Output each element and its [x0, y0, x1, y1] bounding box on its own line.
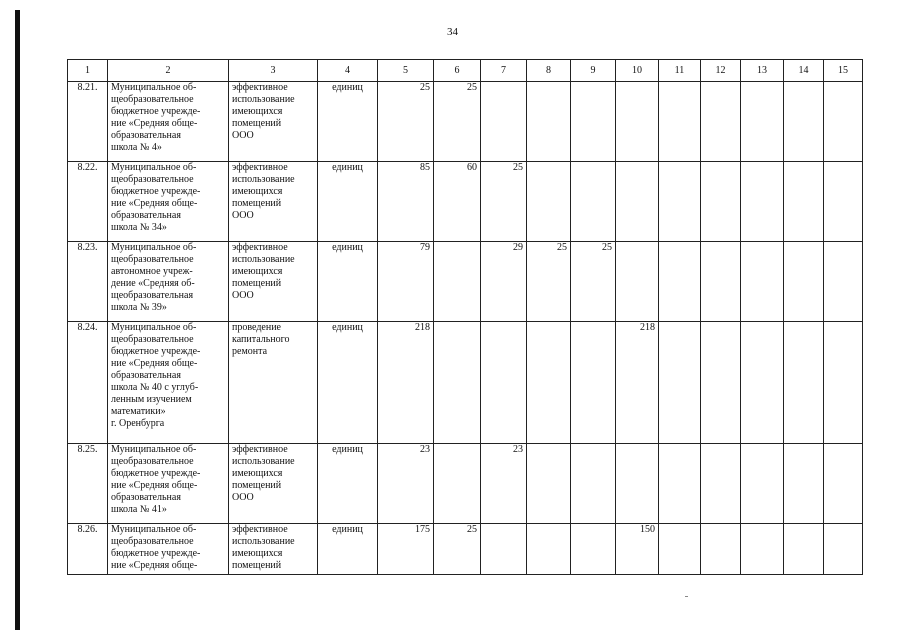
table-row	[68, 322, 863, 444]
data-table	[67, 59, 863, 575]
scan-mark	[685, 596, 688, 597]
unit-cell: единиц	[318, 162, 378, 242]
value-cell: 25	[434, 82, 481, 162]
value-cell	[659, 444, 701, 524]
value-cell	[741, 242, 784, 322]
value-cell	[659, 524, 701, 575]
organization-cell: Муниципальное об- щеобразовательное бюджетное учрежде- ние «Средняя обще-	[108, 524, 229, 575]
purpose-cell: эффективное использование имеющихся помещений ООО	[229, 162, 318, 242]
value-cell: 25	[527, 242, 571, 322]
unit-cell: единиц	[318, 82, 378, 162]
value-cell: 25	[481, 162, 527, 242]
column-header: 8	[527, 60, 571, 82]
value-cell	[434, 242, 481, 322]
value-cell: 25	[434, 524, 481, 575]
value-cell	[741, 322, 784, 444]
row-number: 8.23.	[68, 242, 108, 322]
value-cell	[701, 322, 741, 444]
purpose-cell: эффективное использование имеющихся помещений ООО	[229, 242, 318, 322]
organization-cell: Муниципальное об- щеобразовательное бюджетное учрежде- ние «Средняя обще- образовательная школа № 41»	[108, 444, 229, 524]
table-row	[68, 242, 863, 322]
purpose-cell: эффективное использование имеющихся помещений	[229, 524, 318, 575]
column-header: 15	[824, 60, 863, 82]
value-cell: 218	[378, 322, 434, 444]
value-cell	[527, 524, 571, 575]
value-cell	[784, 242, 824, 322]
value-cell	[741, 524, 784, 575]
column-header: 5	[378, 60, 434, 82]
table-row	[68, 524, 863, 575]
column-header: 13	[741, 60, 784, 82]
value-cell	[784, 82, 824, 162]
unit-cell: единиц	[318, 242, 378, 322]
value-cell: 150	[616, 524, 659, 575]
value-cell	[824, 82, 863, 162]
value-cell	[784, 524, 824, 575]
value-cell	[701, 444, 741, 524]
column-header: 1	[68, 60, 108, 82]
value-cell: 23	[378, 444, 434, 524]
column-header: 7	[481, 60, 527, 82]
value-cell	[571, 82, 616, 162]
value-cell	[741, 82, 784, 162]
value-cell	[481, 524, 527, 575]
value-cell: 23	[481, 444, 527, 524]
table-row	[68, 162, 863, 242]
value-cell: 218	[616, 322, 659, 444]
organization-cell: Муниципальное об- щеобразовательное бюджетное учрежде- ние «Средняя обще- образовательная школа № 4»	[108, 82, 229, 162]
value-cell	[701, 82, 741, 162]
purpose-cell: проведение капитального ремонта	[229, 322, 318, 444]
page-number: 34	[447, 26, 458, 38]
value-cell: 60	[434, 162, 481, 242]
purpose-cell: эффективное использование имеющихся помещений ООО	[229, 444, 318, 524]
column-header: 11	[659, 60, 701, 82]
value-cell	[571, 162, 616, 242]
value-cell	[434, 444, 481, 524]
value-cell: 25	[378, 82, 434, 162]
table-header-row	[68, 60, 863, 82]
value-cell: 25	[571, 242, 616, 322]
value-cell	[824, 242, 863, 322]
row-number: 8.22.	[68, 162, 108, 242]
organization-cell: Муниципальное об- щеобразовательное автономное учреж- дение «Средняя об- щеобразовательная школа № 39»	[108, 242, 229, 322]
value-cell	[741, 162, 784, 242]
column-header: 3	[229, 60, 318, 82]
value-cell	[659, 242, 701, 322]
value-cell	[824, 444, 863, 524]
row-number: 8.25.	[68, 444, 108, 524]
value-cell	[616, 82, 659, 162]
column-header: 12	[701, 60, 741, 82]
column-header: 6	[434, 60, 481, 82]
value-cell	[701, 524, 741, 575]
left-margin-bar	[15, 10, 20, 630]
value-cell	[824, 524, 863, 575]
row-number: 8.26.	[68, 524, 108, 575]
organization-cell: Муниципальное об- щеобразовательное бюджетное учрежде- ние «Средняя обще- образовательная школа № 40 с углуб- ленным изучением математики» г. Оренбурга	[108, 322, 229, 444]
unit-cell: единиц	[318, 322, 378, 444]
column-header: 14	[784, 60, 824, 82]
value-cell: 29	[481, 242, 527, 322]
value-cell	[527, 444, 571, 524]
value-cell	[659, 322, 701, 444]
value-cell	[784, 162, 824, 242]
value-cell: 79	[378, 242, 434, 322]
value-cell	[527, 322, 571, 444]
purpose-cell: эффективное использование имеющихся помещений ООО	[229, 82, 318, 162]
value-cell	[481, 82, 527, 162]
value-cell	[527, 82, 571, 162]
value-cell	[701, 242, 741, 322]
organization-cell: Муниципальное об- щеобразовательное бюджетное учрежде- ние «Средняя обще- образовательная школа № 34»	[108, 162, 229, 242]
value-cell	[616, 162, 659, 242]
value-cell	[659, 82, 701, 162]
value-cell	[824, 322, 863, 444]
column-header: 9	[571, 60, 616, 82]
unit-cell: единиц	[318, 524, 378, 575]
value-cell	[824, 162, 863, 242]
value-cell	[571, 444, 616, 524]
value-cell: 175	[378, 524, 434, 575]
value-cell	[659, 162, 701, 242]
value-cell	[616, 444, 659, 524]
table-row	[68, 444, 863, 524]
value-cell	[741, 444, 784, 524]
row-number: 8.21.	[68, 82, 108, 162]
value-cell	[434, 322, 481, 444]
value-cell	[784, 444, 824, 524]
column-header: 4	[318, 60, 378, 82]
value-cell	[616, 242, 659, 322]
column-header: 2	[108, 60, 229, 82]
row-number: 8.24.	[68, 322, 108, 444]
unit-cell: единиц	[318, 444, 378, 524]
value-cell	[571, 524, 616, 575]
value-cell	[527, 162, 571, 242]
value-cell	[481, 322, 527, 444]
value-cell	[571, 322, 616, 444]
value-cell	[701, 162, 741, 242]
value-cell	[784, 322, 824, 444]
column-header: 10	[616, 60, 659, 82]
table-row	[68, 82, 863, 162]
value-cell: 85	[378, 162, 434, 242]
